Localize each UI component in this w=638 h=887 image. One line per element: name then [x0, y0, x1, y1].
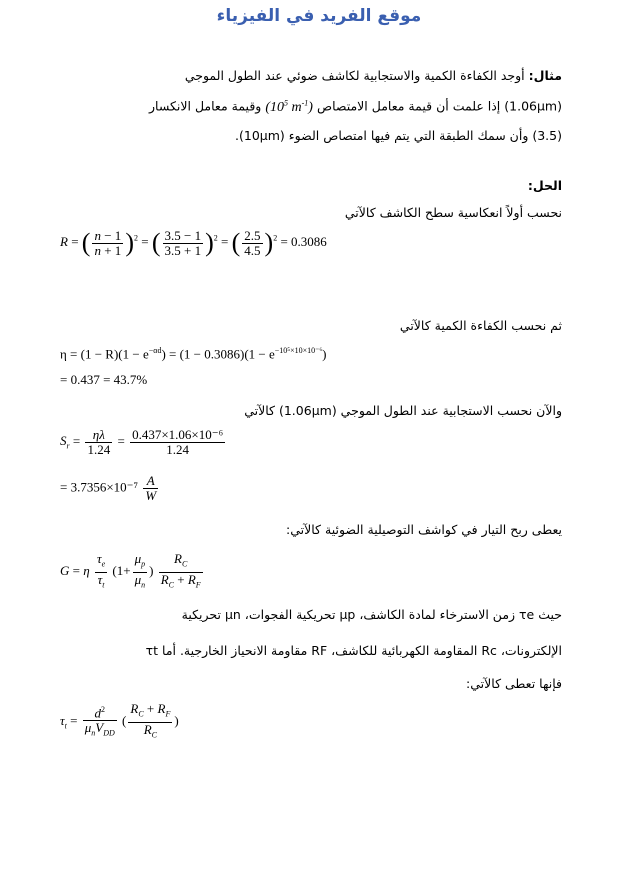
- problem-text-2b: وقيمة معامل الانكسار: [149, 98, 262, 114]
- step-3-text: والآن نحسب الاستجابية عند الطول الموجي (1.06μm) كالآتي: [244, 403, 562, 418]
- problem-line-1: [60, 68, 562, 83]
- responsivity-equation: $S_r$ = $\frac{\eta\lambda}{1.24}$ = $\frac{\text{0.437×1.06×10⁻⁶}}{1.24}$: [60, 427, 224, 457]
- solution-label: الحل:: [527, 178, 562, 193]
- transit-time-equation: $\tau_t$ = $\frac{d^2}{\mu_nV_{DD}}$ ( $\frac{R_C + R_F}{R_C}$ ): [60, 701, 179, 740]
- step-2-text: ثم نحسب الكفاءة الكمية كالآتي: [399, 318, 562, 333]
- responsivity-result: = 3.7356×10⁻⁷ $\frac{A}{W}$: [60, 473, 157, 503]
- reflectivity-result: = 0.3086: [280, 233, 327, 249]
- example-label: مثال:: [528, 68, 562, 83]
- definitions-line-3: فإنها تعطى كالآتي:: [466, 676, 562, 691]
- reflectivity-equation: R = ( $\frac{n - 1}{n + 1}$ )$^2$ = ( $\frac{3.5 - 1}{3.5 + 1}$ )$^2$ = ( $\frac{2.5}{4.5}$ )$^2$ = 0.3086: [60, 227, 327, 258]
- problem-line-3: (3.5) وأن سمك الطبقة التي يتم فيها امتصاص الضوء (10μm).: [235, 128, 562, 143]
- problem-text-1: أوجد الكفاءة الكمية والاستجابية لكاشف ضوئي عند الطول الموجي: [184, 68, 525, 83]
- efficiency-equation: $\eta = (1 - R)(1 - e^{-\alpha d}) = (1 - 0.3086)(1 - e^{-10^5\times 10\times 10^{-6}})$: [60, 346, 327, 362]
- efficiency-result: = 0.437 = 43.7%: [60, 372, 148, 387]
- problem-line-2: [60, 98, 562, 116]
- gain-equation: G = η $\frac{\tau_e}{\tau_t}$ (1+ $\frac{\mu_p}{\mu_n}$ ) $\frac{R_C}{R_C + R_F}$: [60, 551, 201, 590]
- site-title: موقع الفريد في الفيزياء: [216, 6, 422, 26]
- step-4-text: يعطى ربح التيار في كواشف التوصيلية الضوئية كالآتي:: [286, 522, 562, 537]
- step-1-text: نحسب أولاً انعكاسية سطح الكاشف كالآتي: [344, 205, 562, 220]
- problem-text-2a: (1.06μm) إذا علمت أن قيمة معامل الامتصاص: [316, 98, 562, 114]
- definitions-line-2: الإلكترونات، Rc المقاومة الكهربائية للكاشف، RF مقاومة الانحياز الخارجية. أما τt: [145, 643, 562, 658]
- absorption-coefficient: ($10^5$ $m^{-1}$): [265, 98, 313, 115]
- definitions-line-1: حيث τe زمن الاسترخاء لمادة الكاشف، μp تحريكية الفجوات، μn تحريكية: [181, 607, 562, 622]
